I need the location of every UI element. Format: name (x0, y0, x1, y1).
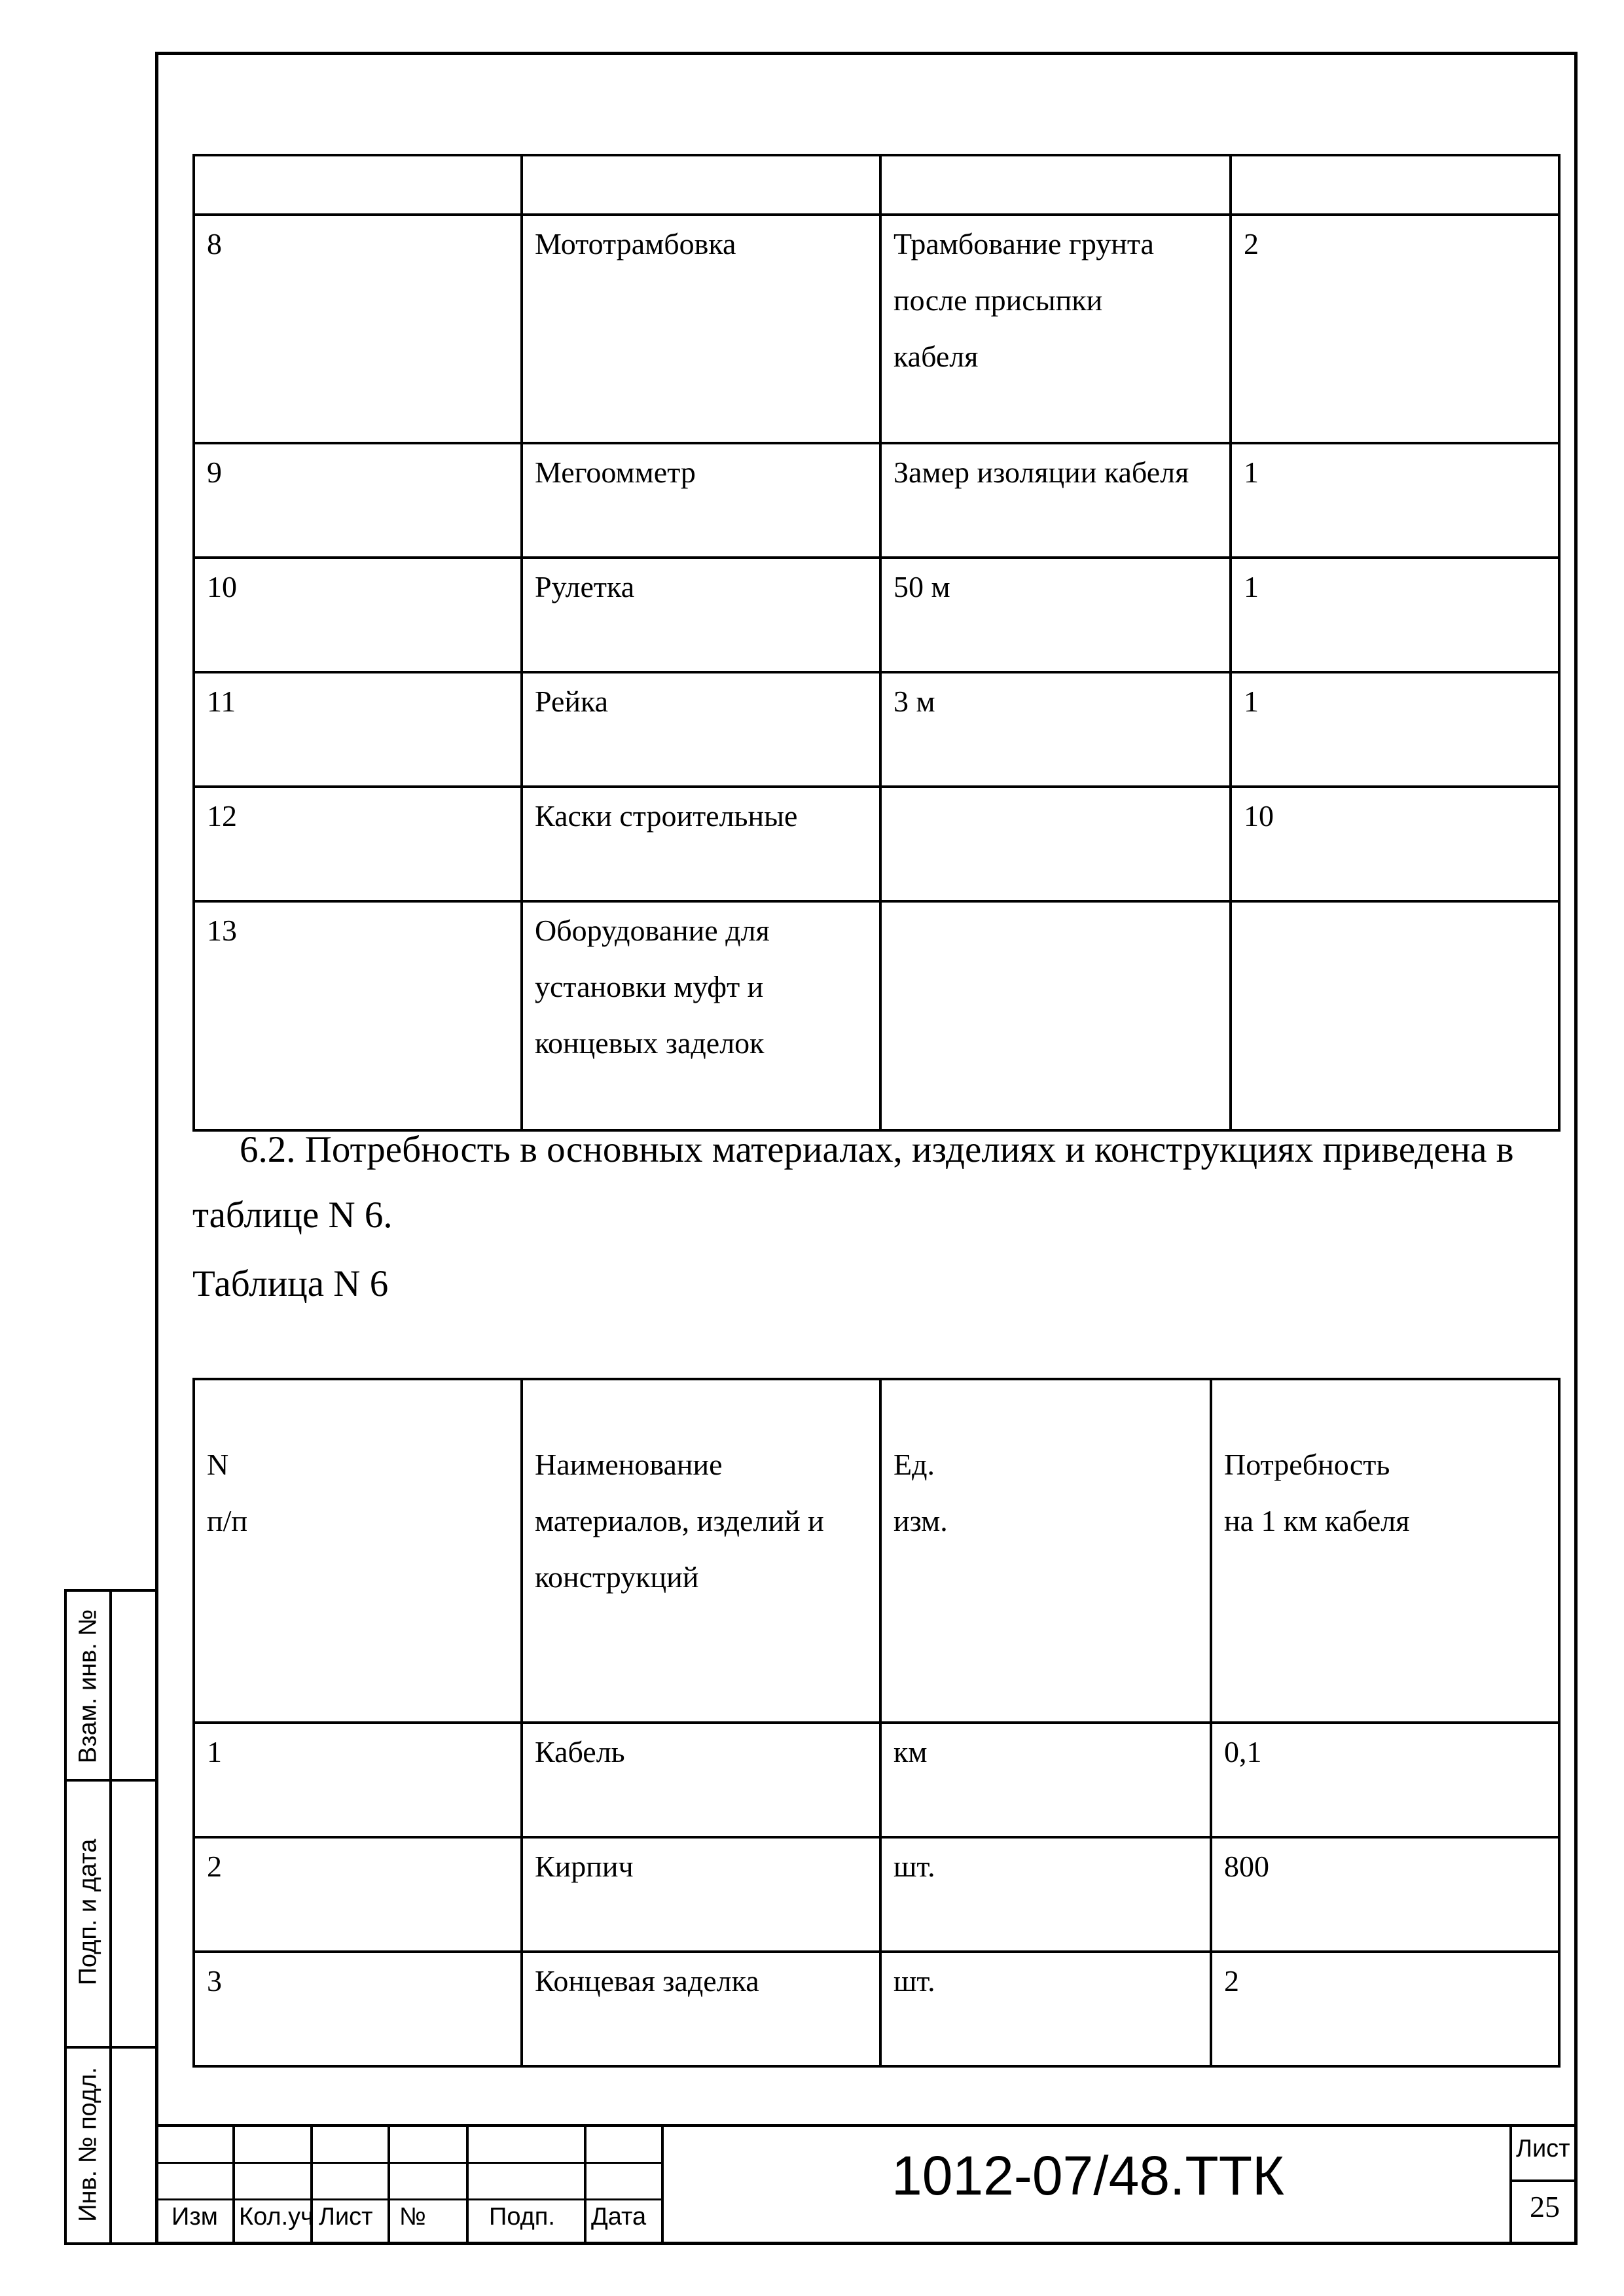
side-stamp-divider (109, 1589, 112, 2245)
column-header: Наименование материалов, изделий и конструкций (522, 1379, 880, 1723)
table-row (194, 443, 1559, 558)
side-stamp-label: Взам. инв. № (74, 1609, 102, 1764)
table-cell: 1 (194, 1723, 522, 1837)
table-cell: 13 (194, 901, 522, 1130)
title-block-line (155, 2198, 664, 2200)
table-cell: Мототрамбовка (522, 215, 880, 443)
table-cell: км (880, 1723, 1211, 1837)
table-cell: 10 (194, 558, 522, 672)
title-block-line (661, 2124, 664, 2245)
table-cell: Кабель (522, 1723, 880, 1837)
title-block-line (466, 2124, 469, 2245)
table-row (194, 155, 1559, 215)
table-cell (522, 155, 880, 215)
title-block-label: Лист (319, 2203, 373, 2231)
table-cell: Рулетка (522, 558, 880, 672)
document-code: 1012-07/48.ТТК (892, 2145, 1284, 2206)
table-cell (1231, 901, 1559, 1130)
table-cell (1231, 155, 1559, 215)
table-cell: Оборудование для установки муфт и концевых заделок (522, 901, 880, 1130)
sheet-number: 25 (1530, 2190, 1560, 2223)
table-cell: Каски строительные (522, 787, 880, 901)
table-cell: 3 м (880, 672, 1231, 787)
table-cell: 12 (194, 787, 522, 901)
table-cell: 10 (1231, 787, 1559, 901)
table-cell (880, 787, 1231, 901)
table-header-row (194, 1379, 1559, 1723)
table-cell: Рейка (522, 672, 880, 787)
table-cell: Концевая заделка (522, 1952, 880, 2066)
title-block-line (1512, 2179, 1578, 2182)
table-cell (880, 901, 1231, 1130)
table-cell: 3 (194, 1952, 522, 2066)
table-cell: Кирпич (522, 1837, 880, 1952)
table-cell (880, 155, 1231, 215)
table-row (194, 1952, 1559, 2066)
table-caption: Таблица N 6 (192, 1263, 389, 1304)
table-row (194, 558, 1559, 672)
title-block-border (155, 2124, 1578, 2127)
table-cell: 2 (194, 1837, 522, 1952)
column-header: Ед. изм. (880, 1379, 1211, 1723)
equipment-table (192, 154, 1561, 1132)
table-cell: 1 (1231, 672, 1559, 787)
title-block-label: Дата (591, 2203, 647, 2231)
table-cell: 1 (1231, 558, 1559, 672)
table-row (194, 215, 1559, 443)
title-block-line (388, 2124, 390, 2245)
side-stamp-divider (64, 1589, 67, 2245)
body-text: 6.2. Потребность в основных материалах, изделиях и конструкциях приведена в (240, 1129, 1514, 1170)
materials-table (192, 1378, 1561, 2068)
table-cell: 1 (1231, 443, 1559, 558)
table-cell: 2 (1231, 215, 1559, 443)
sheet-label: Лист (1516, 2135, 1570, 2162)
table-row (194, 901, 1559, 1130)
table-row (194, 672, 1559, 787)
table-row (194, 787, 1559, 901)
title-block-label: № (399, 2203, 426, 2231)
table-cell: шт. (880, 1952, 1211, 2066)
title-block-label: Изм (171, 2203, 218, 2231)
title-block-line (584, 2124, 586, 2245)
table-cell (194, 155, 522, 215)
side-stamp-label: Инв. № подл. (74, 2067, 102, 2222)
table-cell: 50 м (880, 558, 1231, 672)
table-row (194, 1837, 1559, 1952)
table-cell: 11 (194, 672, 522, 787)
table-cell: Замер изоляции кабеля (880, 443, 1231, 558)
table-cell: 2 (1211, 1952, 1559, 2066)
title-block-label: Подп. (489, 2203, 555, 2231)
table-cell: Трамбование грунта после присыпки кабеля (880, 215, 1231, 443)
title-block-label: Кол.уч (239, 2203, 314, 2231)
title-block-line (1509, 2124, 1512, 2245)
column-header: N п/п (194, 1379, 522, 1723)
title-block-line (232, 2124, 235, 2245)
table-row (194, 1723, 1559, 1837)
side-stamp-label: Подп. и дата (74, 1839, 102, 1986)
table-cell: шт. (880, 1837, 1211, 1952)
table-cell: Мегоомметр (522, 443, 880, 558)
table-cell: 8 (194, 215, 522, 443)
table-cell: 800 (1211, 1837, 1559, 1952)
table-cell: 0,1 (1211, 1723, 1559, 1837)
body-text: таблице N 6. (192, 1194, 393, 1236)
column-header: Потребность на 1 км кабеля (1211, 1379, 1559, 1723)
title-block-line (155, 2162, 664, 2164)
table-cell: 9 (194, 443, 522, 558)
